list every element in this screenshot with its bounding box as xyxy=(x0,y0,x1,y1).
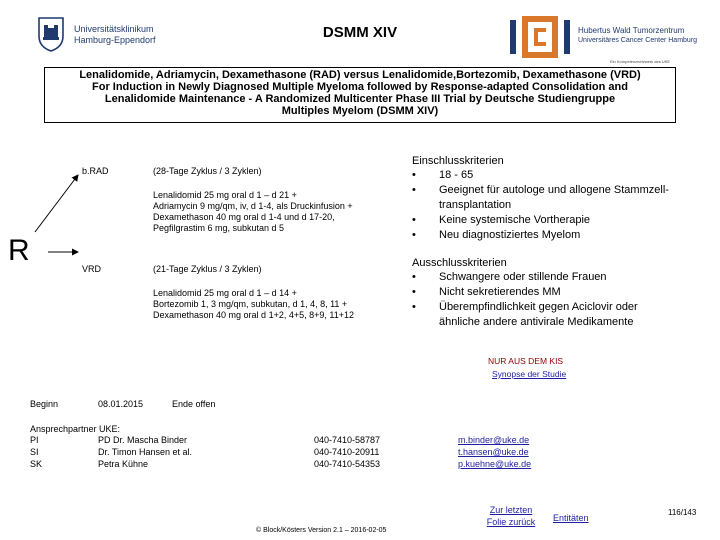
arm2-cycle: (21-Tage Zyklus / 3 Zyklen) xyxy=(153,264,262,274)
bullet-icon: • xyxy=(412,286,416,298)
hw-logo-line1: Hubertus Wald Tumorzentrum xyxy=(578,26,685,35)
exclusion-item: Überempfindlichkeit gegen Aciclovir oder xyxy=(439,301,638,313)
bullet-icon: • xyxy=(412,301,416,313)
arrow-to-rad xyxy=(35,175,78,232)
uke-logo-text xyxy=(74,24,156,46)
end-label: Ende offen xyxy=(172,399,216,409)
back-link-line2: Folie zurück xyxy=(486,517,536,527)
arm1-regimen-line3: Dexamethason 40 mg oral d 1-4 und d 17-20, xyxy=(153,212,335,222)
uke-seal-icon xyxy=(36,16,66,52)
contact-email[interactable]: p.kuehne@uke.de xyxy=(458,459,532,469)
study-title-line4: Multiples Myelom (DSMM XIV) xyxy=(281,105,439,117)
contact-name: PD Dr. Mascha Binder xyxy=(98,435,188,445)
kis-note: NUR AUS DEM KIS xyxy=(488,356,564,366)
bullet-icon: • xyxy=(412,214,416,226)
study-title-line1: Lenalidomide, Adriamycin, Dexamethasone (RAD) versus Lenalidomide,Bortezomib, Dexamethasone (VRD) xyxy=(79,69,641,81)
uke-logo xyxy=(36,14,196,56)
randomization-arrows xyxy=(30,170,90,280)
hw-logo-icon xyxy=(508,16,572,58)
study-title-box xyxy=(44,67,676,123)
contact-role: SI xyxy=(30,447,39,457)
arm2-regimen-line1: Lenalidomid 25 mg oral d 1 – d 14 + xyxy=(153,288,297,298)
exclusion-item: Nicht sekretierendes MM xyxy=(439,286,561,298)
randomization-letter: R xyxy=(8,234,30,267)
arm2-regimen-line3: Dexamethason 40 mg oral d 1+2, 4+5, 8+9, 11+12 xyxy=(153,310,354,320)
page-title: DSMM XIV xyxy=(322,24,398,41)
hubertus-wald-logo xyxy=(508,14,698,60)
hw-logo-text xyxy=(578,26,697,46)
inclusion-item: Keine systemische Vortherapie xyxy=(439,214,591,226)
study-title-line2: For Induction in Newly Diagnosed Multiple Myeloma followed by Response-adapted Consolidation and xyxy=(92,81,628,93)
network-note: Ein Kompetenznetzwerk des UKE xyxy=(610,59,671,64)
contact-role: PI xyxy=(30,435,39,445)
begin-date: 08.01.2015 xyxy=(98,399,144,409)
arm1-regimen-line2: Adriamycin 9 mg/qm, iv, d 1-4, als Druckinfusion + xyxy=(153,201,353,211)
synopsis-link[interactable]: Synopse der Studie xyxy=(492,369,567,379)
arm2-name: VRD xyxy=(82,264,102,274)
bullet-icon: • xyxy=(412,229,416,241)
hw-logo-line2: Universitäres Cancer Center Hamburg xyxy=(578,37,698,44)
inclusion-criteria xyxy=(412,154,702,249)
contact-role: SK xyxy=(30,459,43,469)
back-to-last-slide-link[interactable] xyxy=(478,504,544,528)
bullet-icon: • xyxy=(412,271,416,283)
uke-logo-line2: Hamburg-Eppendorf xyxy=(74,35,156,45)
begin-label: Beginn xyxy=(30,399,59,409)
arm2-regimen-line2: Bortezomib 1, 3 mg/qm, subkutan, d 1, 4, 8, 11 + xyxy=(153,299,348,309)
copyright: © Block/Kösters Version 2.1 – 2016-02-05 xyxy=(256,527,387,534)
exclusion-item: Schwangere oder stillende Frauen xyxy=(439,271,607,283)
contact-name: Dr. Timon Hansen et al. xyxy=(98,447,193,457)
exclusion-item: ähnliche andere antivirale Medikamente xyxy=(439,316,634,328)
contacts-heading: Ansprechpartner UKE: xyxy=(30,424,121,434)
bullet-icon: • xyxy=(412,184,416,196)
arm1-regimen-line4: Pegfilgrastim 6 mg, subkutan d 5 xyxy=(153,223,285,233)
contact-phone: 040-7410-20911 xyxy=(314,447,380,457)
arm1-name: b.RAD xyxy=(82,166,109,176)
exclusion-heading: Ausschlusskriterien xyxy=(412,257,507,269)
contact-phone: 040-7410-58787 xyxy=(314,435,381,445)
arm1-regimen-line1: Lenalidomid 25 mg oral d 1 – d 21 + xyxy=(153,190,297,200)
entities-link[interactable]: Entitäten xyxy=(553,513,589,523)
arm1-regimen xyxy=(153,190,353,234)
arm1-cycle: (28-Tage Zyklus / 3 Zyklen) xyxy=(153,166,262,176)
uke-logo-line1: Universitätsklinikum xyxy=(74,24,154,34)
inclusion-item: transplantation xyxy=(439,199,512,211)
arm2-regimen xyxy=(153,288,354,321)
contact-phone: 040-7410-54353 xyxy=(314,459,381,469)
back-link-line1: Zur letzten xyxy=(489,505,533,515)
contact-email[interactable]: t.hansen@uke.de xyxy=(458,447,529,457)
contact-name: Petra Kühne xyxy=(98,459,149,469)
exclusion-criteria xyxy=(412,256,702,336)
bullet-icon: • xyxy=(412,169,416,181)
inclusion-heading: Einschlusskriterien xyxy=(412,155,504,167)
page-number: 116/143 xyxy=(668,508,697,517)
inclusion-item: Geeignet für autologe und allogene Stammzell- xyxy=(439,184,669,196)
inclusion-item: Neu diagnostiziertes Myelom xyxy=(439,229,581,241)
inclusion-item: 18 - 65 xyxy=(439,169,474,181)
study-title-line3: Lenalidomide Maintenance - A Randomized Multicenter Phase III Trial by Deutsche Studiengruppe xyxy=(104,93,616,105)
contact-email[interactable]: m.binder@uke.de xyxy=(458,435,530,445)
